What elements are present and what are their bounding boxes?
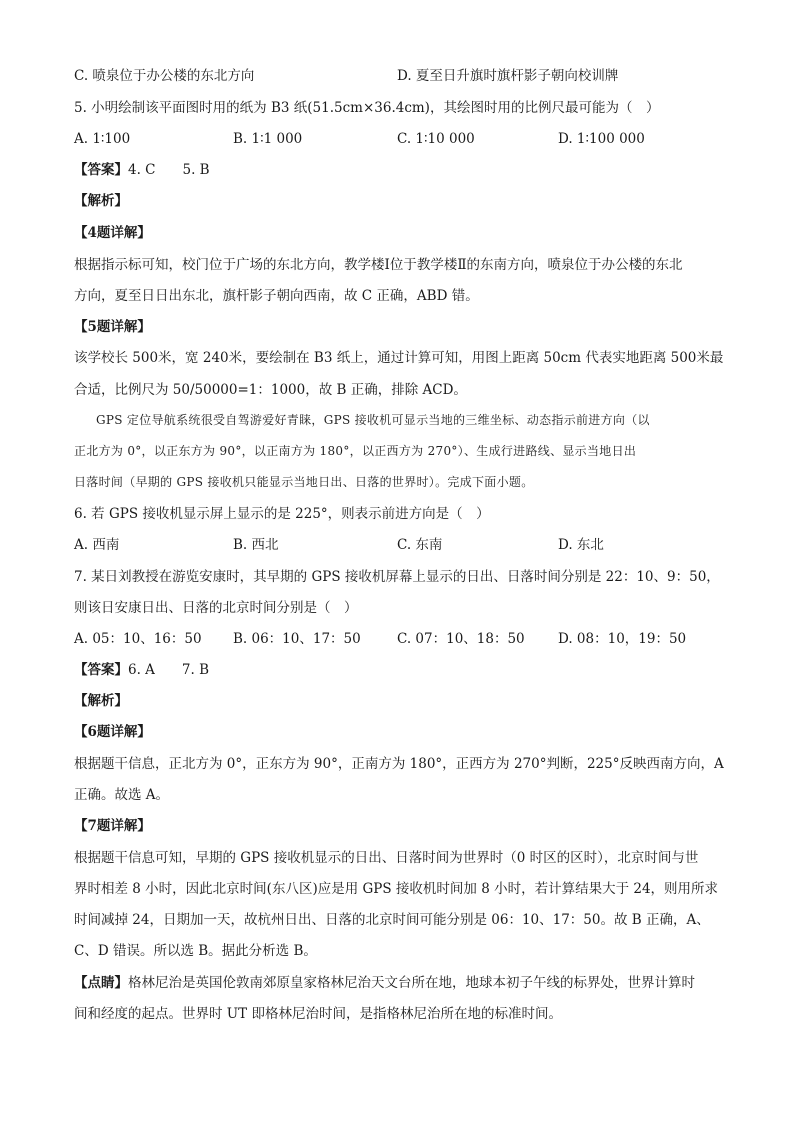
q5-option-a: A. 1∶100 <box>74 131 131 147</box>
q6-option-d: D. 东北 <box>558 537 604 553</box>
passage-line-2: 正北方为 0°，以正东方为 90°，以正南方为 180°，以正西方为 270°）、生成行进路线、显示当地日出 <box>74 444 637 458</box>
detail-6-line-1: 根据题干信息，正北方为 0°，正东方为 90°，正南方为 180°，正西方为 270°判断，225°反映西南方向，A <box>74 756 724 772</box>
q5-option-c: C. 1∶10 000 <box>397 131 475 147</box>
detail-7-line-1: 根据题干信息可知，早期的 GPS 接收机显示的日出、日落时间为世界时（0 时区的区时），北京时间与世 <box>74 850 699 866</box>
q5-option-b: B. 1∶1 000 <box>233 131 303 147</box>
detail-7-line-3: 时间减掉 24，日期加一天，故杭州日出、日落的北京时间可能分别是 06：10、17：50。故 B 正确，A、 <box>74 912 710 928</box>
answer-label: 【答案】 <box>74 662 128 678</box>
question-7-stem-line-1: 7. 某日刘教授在游览安康时，其早期的 GPS 接收机屏幕上显示的日出、日落时间分别是 22：10、9：50， <box>74 569 720 585</box>
detail-7-title: 【7题详解】 <box>74 818 151 834</box>
q7-option-d: D. 08：10，19：50 <box>558 631 687 647</box>
note-line-2: 间和经度的起点。世界时 UT 即格林尼治时间，是指格林尼治所在地的标准时间。 <box>74 1006 562 1022</box>
detail-7-line-2: 界时相差 8 小时，因此北京时间(东八区)应是用 GPS 接收机时间加 8 小时，若计算结果大于 24，则用所求 <box>74 881 719 897</box>
q7-option-b: B. 06：10、17：50 <box>233 631 361 647</box>
question-7-stem-line-2: 则该日安康日出、日落的北京时间分别是（ ） <box>74 600 358 616</box>
analysis-heading-2: 【解析】 <box>74 693 128 709</box>
detail-5-title: 【5题详解】 <box>74 319 151 335</box>
analysis-heading-1: 【解析】 <box>74 193 128 209</box>
answer-label: 【答案】 <box>74 162 128 178</box>
q6-option-b: B. 西北 <box>233 537 279 553</box>
q7-option-c: C. 07：10、18：50 <box>397 631 525 647</box>
detail-5-line-2: 合适，比例尺为 50/50000=1：1000，故 B 正确，排除 ACD。 <box>74 382 467 398</box>
q6-option-a: A. 西南 <box>74 537 120 553</box>
answer-text: 6. A 7. B <box>128 662 210 678</box>
detail-7-line-4: C、D 错误。所以选 B。据此分析选 B。 <box>74 943 317 959</box>
q7-option-a: A. 05：10、16：50 <box>74 631 202 647</box>
option-c: C. 喷泉位于办公楼的东北方向 <box>74 68 255 84</box>
q5-option-d: D. 1∶100 000 <box>558 131 645 147</box>
answer-text: 4. C 5. B <box>128 162 210 178</box>
note-label: 【点睛】 <box>74 975 128 991</box>
detail-6-title: 【6题详解】 <box>74 724 151 740</box>
detail-5-line-1: 该学校长 500米，宽 240米，要绘制在 B3 纸上，通过计算可知，用图上距离 50cm 代表实地距离 500米最 <box>74 350 724 366</box>
option-d: D. 夏至日升旗时旗杆影子朝向校训牌 <box>397 68 619 84</box>
note-line-1 <box>74 973 695 993</box>
q6-option-c: C. 东南 <box>397 537 443 553</box>
passage-line-1: GPS 定位导航系统很受自驾游爱好青睐，GPS 接收机可显示当地的三维坐标、动态指示前进方向（以 <box>96 413 650 427</box>
question-6-stem: 6. 若 GPS 接收机显示屏上显示的是 225°，则表示前进方向是（ ） <box>74 506 490 522</box>
detail-4-line-1: 根据指示标可知，校门位于广场的东北方向，教学楼Ⅰ位于教学楼Ⅱ的东南方向，喷泉位于办公楼的东北 <box>74 257 683 273</box>
answer-line-2 <box>74 660 209 680</box>
detail-4-title: 【4题详解】 <box>74 225 151 241</box>
detail-4-line-2: 方向，夏至日日出东北，旗杆影子朝向西南，故 C 正确，ABD 错。 <box>74 288 479 304</box>
answer-line-1 <box>74 160 210 180</box>
passage-line-3: 日落时间（早期的 GPS 接收机只能显示当地日出、日落的世界时）。完成下面小题。 <box>74 475 534 489</box>
detail-6-line-2: 正确。故选 A。 <box>74 787 170 803</box>
note-text: 格林尼治是英国伦敦南郊原皇家格林尼治天文台所在地，地球本初子午线的标界处，世界计算时 <box>128 975 695 991</box>
question-5-stem: 5. 小明绘制该平面图时用的纸为 B3 纸(51.5cm×36.4cm)，其绘图时用的比例尺最可能为（ ） <box>74 100 660 116</box>
